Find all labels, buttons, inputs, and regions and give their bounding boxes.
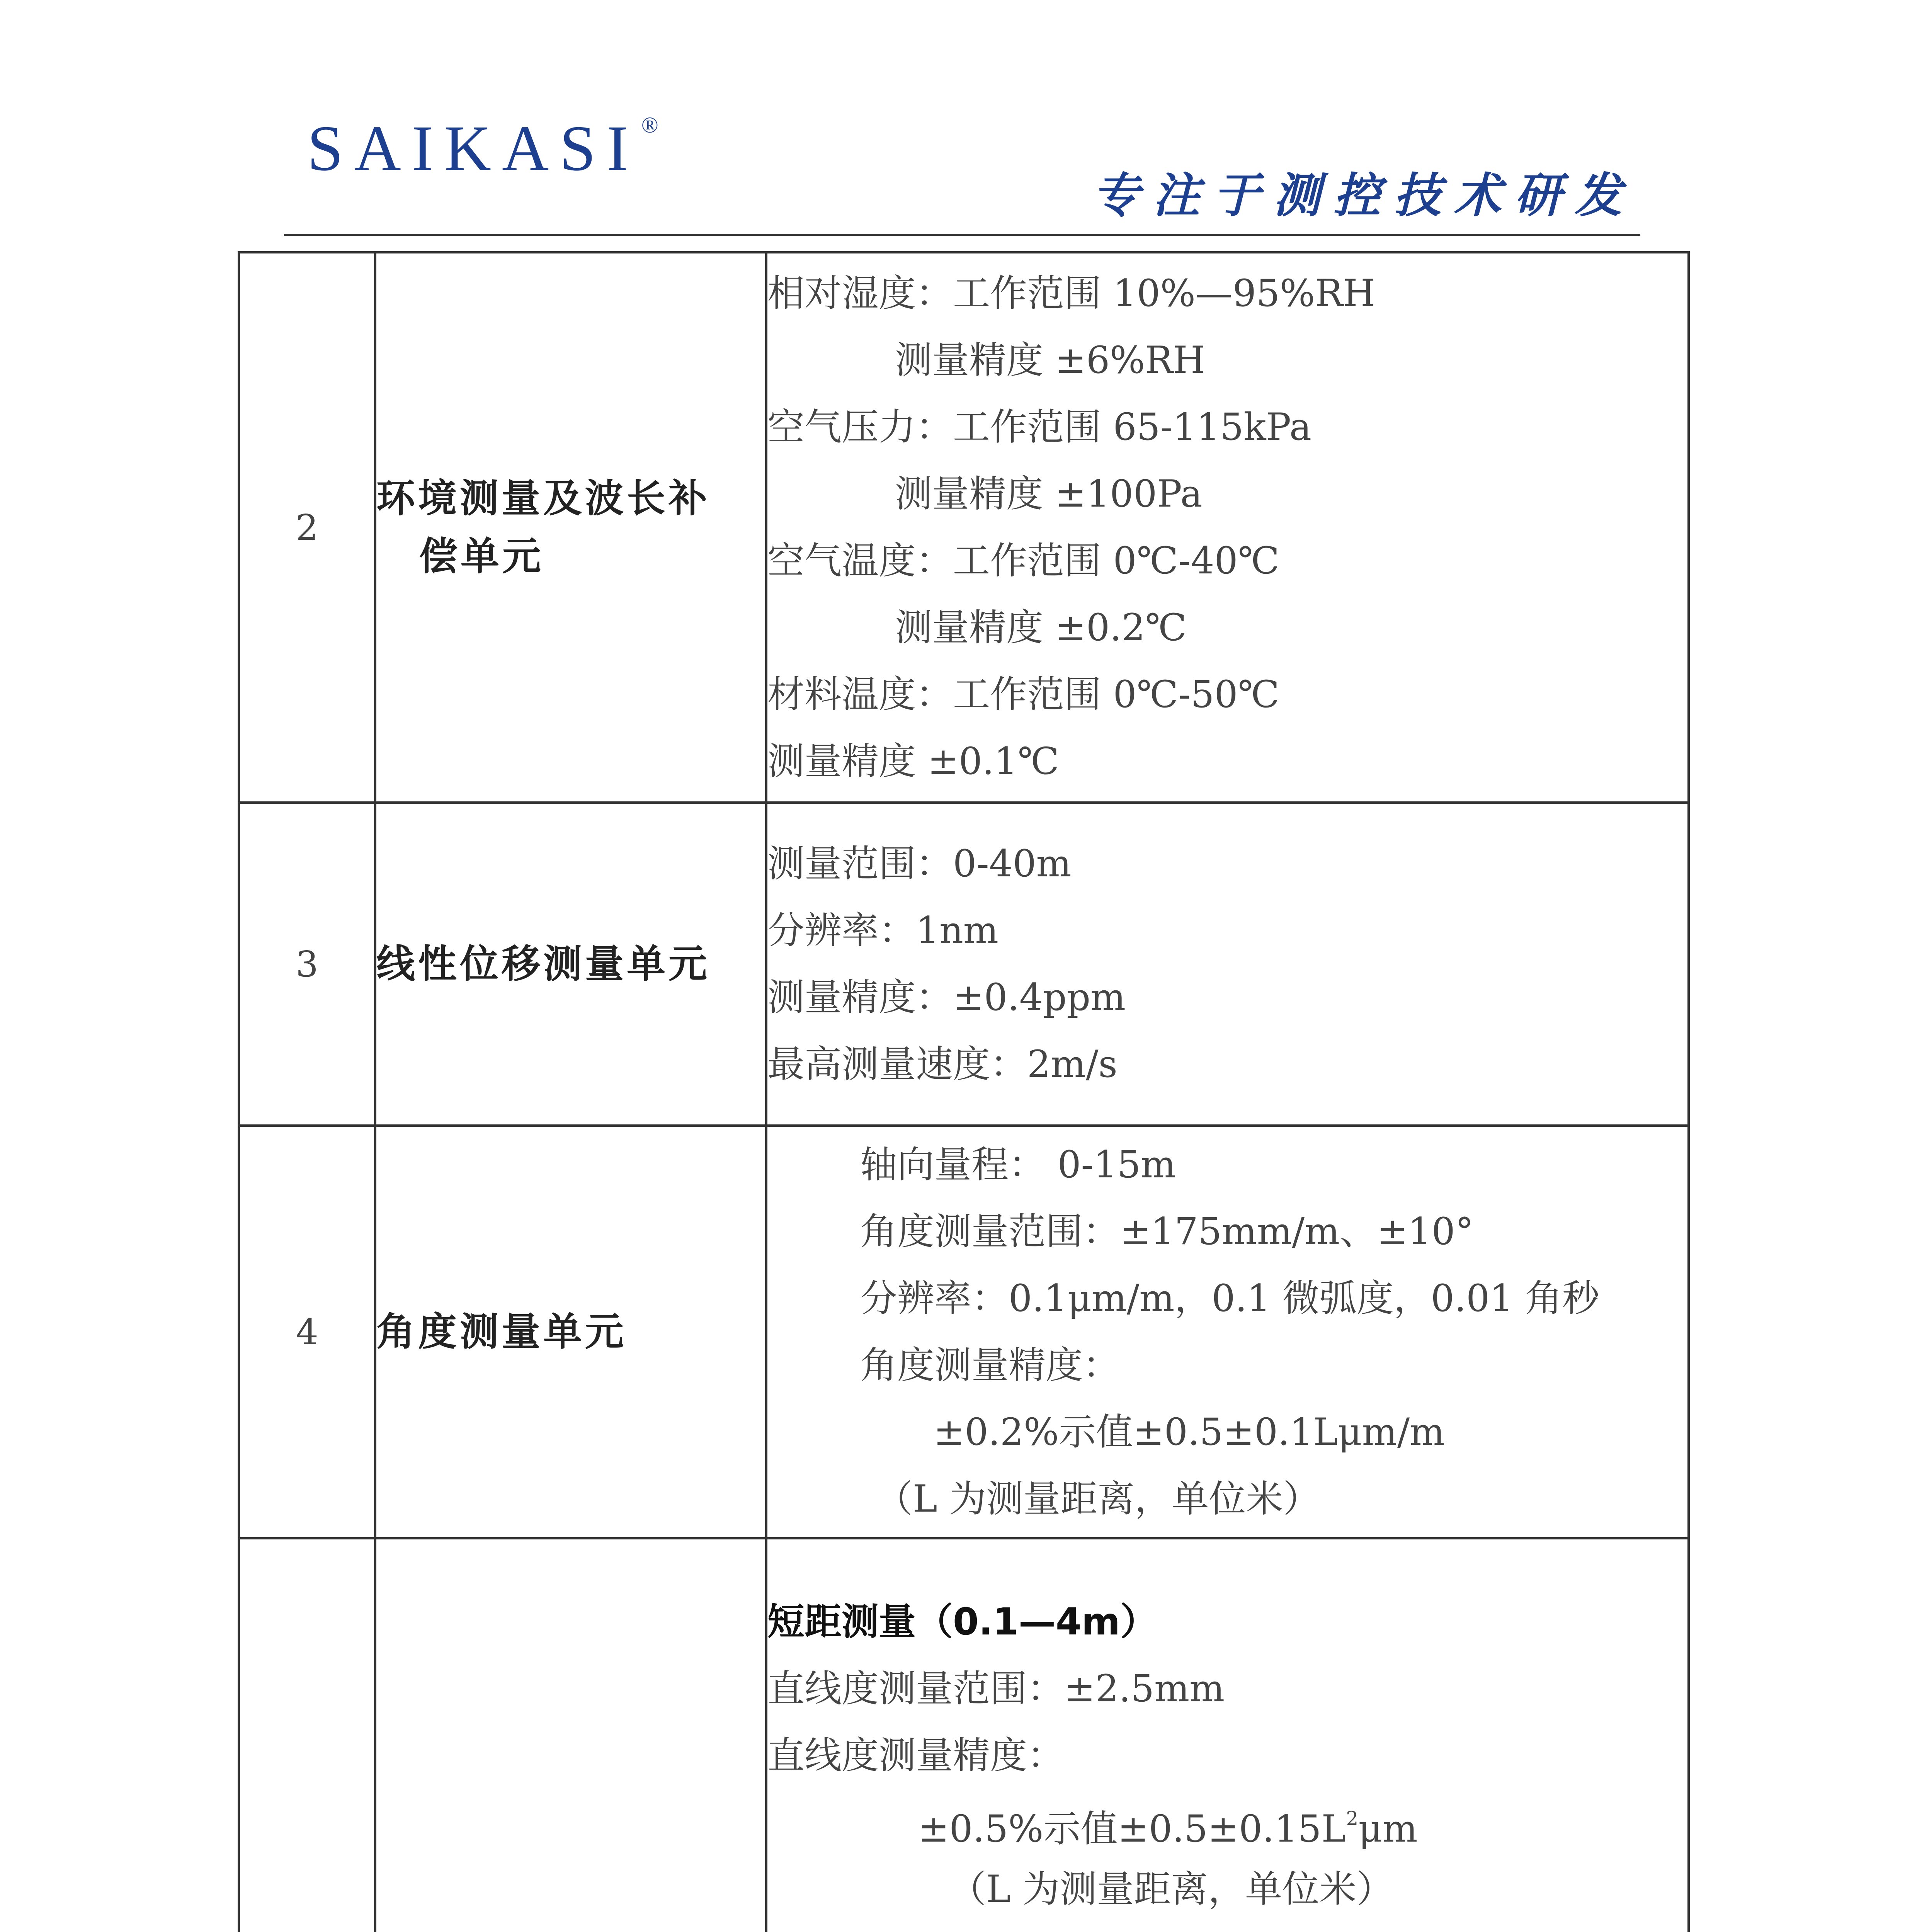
spec-line (767, 1789, 1687, 1856)
section-heading: 短距测量（0.1—4m） (767, 1600, 1157, 1643)
spec-line: 测量精度 ±0.2℃ (895, 606, 1187, 649)
unit-name-line: 偿单元 (419, 534, 544, 579)
spec-line: 角度测量精度： (860, 1344, 1120, 1387)
spec-line: 直线度测量范围：±2.5mm (767, 1667, 1225, 1710)
spec-line: 测量精度 ±0.1℃ (767, 740, 1060, 783)
unit-name: 角度测量单元 (375, 1126, 766, 1538)
spec-line: 测量精度 ±6%RH (895, 338, 1206, 382)
logo-text: SAIKASI (307, 112, 639, 184)
spec-line: 相对湿度：工作范围 10%—95%RH (767, 272, 1376, 315)
unit-name (375, 1538, 766, 1932)
spec-line: 直线度测量精度： (767, 1734, 1064, 1777)
row-number (239, 1538, 375, 1932)
spec-line: 轴向量程： 0-15m (860, 1143, 1176, 1186)
unit-name (375, 252, 766, 803)
spec-table (238, 251, 1690, 1932)
row-number: 2 (239, 252, 375, 803)
spec-line: 最高测量速度：2m/s (767, 1043, 1118, 1086)
formula-text: ±0.5%示值±0.5±0.15L (918, 1807, 1346, 1850)
company-slogan: 专注于测控技术研发 (1092, 168, 1635, 223)
header-divider (284, 234, 1640, 236)
unit-name: 线性位移测量单元 (375, 803, 766, 1126)
formula-unit: μm (1358, 1807, 1418, 1850)
row-number: 3 (239, 803, 375, 1126)
spec-line: 角度测量范围：±175mm/m、±10° (860, 1210, 1474, 1253)
spec-line: 空气温度：工作范围 0℃-40℃ (767, 539, 1279, 582)
spec-line: ±0.2%示值±0.5±0.1Lμm/m (934, 1410, 1445, 1454)
table-row (239, 1538, 1689, 1932)
table-row (239, 252, 1689, 803)
superscript: 2 (1346, 1807, 1359, 1830)
spec-line (767, 1923, 1687, 1932)
table-row (239, 803, 1689, 1126)
spec-description (766, 1538, 1689, 1932)
unit-name-line: 环境测量及波长补 (376, 476, 710, 521)
company-logo (307, 112, 658, 184)
spec-line: 测量范围：0-40m (767, 842, 1072, 885)
spec-description (766, 803, 1689, 1126)
spec-description (766, 1126, 1689, 1538)
spec-line: 材料温度：工作范围 0℃-50℃ (767, 673, 1279, 716)
row-number: 4 (239, 1126, 375, 1538)
spec-line: 测量精度 ±100Pa (895, 472, 1203, 515)
spec-line: （L 为测量距离，单位米） (876, 1477, 1320, 1520)
table-row (239, 1126, 1689, 1538)
spec-line: 测量精度：±0.4ppm (767, 976, 1126, 1019)
spec-line: 分辨率：0.1μm/m，0.1 微弧度，0.01 角秒 (860, 1277, 1599, 1320)
spec-line: （L 为测量距离，单位米） (949, 1867, 1394, 1911)
registered-mark: ® (641, 112, 658, 138)
spec-line: 分辨率：1nm (767, 909, 998, 952)
spec-description (766, 252, 1689, 803)
spec-line: 空气压力：工作范围 65-115kPa (767, 405, 1312, 449)
